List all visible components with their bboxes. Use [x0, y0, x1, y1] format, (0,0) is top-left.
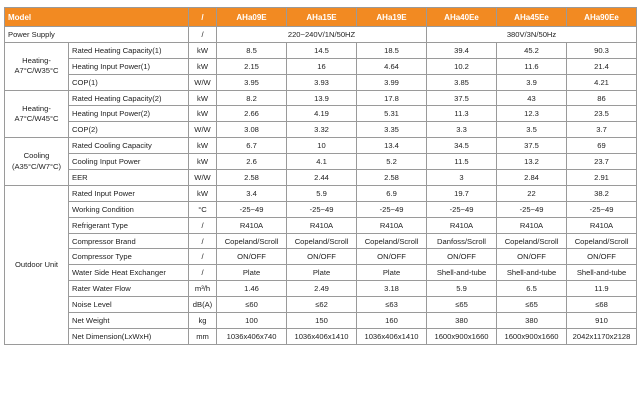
value-cell: Plate [357, 265, 427, 281]
value-cell: 1.46 [217, 281, 287, 297]
value-cell: -25~49 [427, 201, 497, 217]
parameter-unit: / [189, 249, 217, 265]
value-cell: R410A [497, 217, 567, 233]
parameter-unit: kW [189, 90, 217, 106]
value-cell: 1036x406x1410 [287, 328, 357, 344]
table-row [5, 42, 637, 58]
value-cell: 16 [287, 58, 357, 74]
table-row [5, 217, 637, 233]
table-row [5, 313, 637, 329]
value-cell: 6.9 [357, 185, 427, 201]
value-cell: 17.8 [357, 90, 427, 106]
parameter-unit: kg [189, 313, 217, 329]
table-row [5, 170, 637, 186]
parameter-name: Working Condition [69, 201, 189, 217]
value-cell: Plate [287, 265, 357, 281]
value-cell: Copeland/Scroll [497, 233, 567, 249]
value-cell: 3.08 [217, 122, 287, 138]
parameter-unit: kW [189, 42, 217, 58]
value-cell: 5.9 [427, 281, 497, 297]
value-cell: 2.66 [217, 106, 287, 122]
value-cell: 1600x900x1660 [497, 328, 567, 344]
value-cell: 43 [497, 90, 567, 106]
value-cell: 380 [427, 313, 497, 329]
parameter-name: Heating Input Power(1) [69, 58, 189, 74]
value-cell: 160 [357, 313, 427, 329]
parameter-name: Water Side Heat Exchanger [69, 265, 189, 281]
table-row [5, 233, 637, 249]
value-cell: ON/OFF [357, 249, 427, 265]
value-cell: -25~49 [287, 201, 357, 217]
model-name-header: AHa09E [217, 8, 287, 27]
parameter-unit: m³/h [189, 281, 217, 297]
value-cell: Shell-and-tube [497, 265, 567, 281]
parameter-name: Rater Water Flow [69, 281, 189, 297]
parameter-unit: kW [189, 185, 217, 201]
power-supply-row [5, 27, 637, 43]
table-row [5, 122, 637, 138]
value-cell: 2042x1170x2128 [567, 328, 637, 344]
value-cell: 11.9 [567, 281, 637, 297]
table-row [5, 74, 637, 90]
parameter-name: Rated Heating Capacity(1) [69, 42, 189, 58]
value-cell: Copeland/Scroll [567, 233, 637, 249]
value-cell: 11.5 [427, 154, 497, 170]
value-cell: 86 [567, 90, 637, 106]
parameter-unit: / [189, 265, 217, 281]
value-cell: R410A [567, 217, 637, 233]
table-row [5, 154, 637, 170]
value-cell: 3.7 [567, 122, 637, 138]
value-cell: 10 [287, 138, 357, 154]
table-row [5, 297, 637, 313]
value-cell: 69 [567, 138, 637, 154]
value-cell: ≤68 [567, 297, 637, 313]
value-cell: 100 [217, 313, 287, 329]
value-cell: 3.18 [357, 281, 427, 297]
value-cell: 4.21 [567, 74, 637, 90]
parameter-name: Refrigerant Type [69, 217, 189, 233]
parameter-unit: kW [189, 138, 217, 154]
value-cell: 6.7 [217, 138, 287, 154]
value-cell: 3.35 [357, 122, 427, 138]
value-cell: 45.2 [497, 42, 567, 58]
value-cell: 18.5 [357, 42, 427, 58]
value-cell: Danfoss/Scroll [427, 233, 497, 249]
parameter-unit: °C [189, 201, 217, 217]
model-name-header: AHa40Ee [427, 8, 497, 27]
value-cell: 13.4 [357, 138, 427, 154]
value-cell: 2.58 [217, 170, 287, 186]
table-row [5, 281, 637, 297]
value-cell: 1036x406x740 [217, 328, 287, 344]
value-cell: 2.58 [357, 170, 427, 186]
value-cell: 2.91 [567, 170, 637, 186]
value-cell: 39.4 [427, 42, 497, 58]
value-cell: Plate [217, 265, 287, 281]
value-cell: 22 [497, 185, 567, 201]
power-supply-label: Power Supply [5, 27, 189, 43]
value-cell: 23.7 [567, 154, 637, 170]
parameter-unit: / [189, 233, 217, 249]
value-cell: 5.2 [357, 154, 427, 170]
parameter-unit: W/W [189, 74, 217, 90]
value-cell: 37.5 [427, 90, 497, 106]
parameter-name: Rated Input Power [69, 185, 189, 201]
value-cell: ≤62 [287, 297, 357, 313]
value-cell: Copeland/Scroll [287, 233, 357, 249]
value-cell: 34.5 [427, 138, 497, 154]
value-cell: Copeland/Scroll [357, 233, 427, 249]
parameter-unit: kW [189, 58, 217, 74]
value-cell: 90.3 [567, 42, 637, 58]
value-cell: -25~49 [497, 201, 567, 217]
value-cell: ≤60 [217, 297, 287, 313]
parameter-name: COP(1) [69, 74, 189, 90]
value-cell: R410A [287, 217, 357, 233]
table-row [5, 328, 637, 344]
value-cell: 37.5 [497, 138, 567, 154]
value-cell: 13.9 [287, 90, 357, 106]
value-cell: ON/OFF [287, 249, 357, 265]
value-cell: 5.9 [287, 185, 357, 201]
value-cell: 3.93 [287, 74, 357, 90]
parameter-name: Heating Input Power(2) [69, 106, 189, 122]
table-row [5, 58, 637, 74]
value-cell: 5.31 [357, 106, 427, 122]
power-supply-single-phase: 220~240V/1N/50HZ [217, 27, 427, 43]
value-cell: 3.3 [427, 122, 497, 138]
value-cell: Shell-and-tube [427, 265, 497, 281]
table-row [5, 249, 637, 265]
parameter-unit: mm [189, 328, 217, 344]
table-row [5, 201, 637, 217]
value-cell: 3.85 [427, 74, 497, 90]
table-row [5, 185, 637, 201]
value-cell: 21.4 [567, 58, 637, 74]
table-row [5, 265, 637, 281]
parameter-unit: kW [189, 106, 217, 122]
table-row [5, 90, 637, 106]
parameter-name: Noise Level [69, 297, 189, 313]
section-group-label: Heating-A7°C/W35°C [5, 42, 69, 90]
value-cell: 4.19 [287, 106, 357, 122]
value-cell: 2.49 [287, 281, 357, 297]
value-cell: ≤65 [427, 297, 497, 313]
value-cell: -25~49 [217, 201, 287, 217]
value-cell: 3.4 [217, 185, 287, 201]
value-cell: 2.15 [217, 58, 287, 74]
value-cell: Copeland/Scroll [217, 233, 287, 249]
parameter-name: Cooling Input Power [69, 154, 189, 170]
value-cell: 3.5 [497, 122, 567, 138]
spec-body [5, 27, 637, 345]
value-cell: 13.2 [497, 154, 567, 170]
value-cell: R410A [217, 217, 287, 233]
value-cell: -25~49 [567, 201, 637, 217]
value-cell: Shell-and-tube [567, 265, 637, 281]
model-name-header: AHa90Ee [567, 8, 637, 27]
header-row [5, 8, 637, 27]
value-cell: 380 [497, 313, 567, 329]
value-cell: 11.3 [427, 106, 497, 122]
parameter-unit: kW [189, 154, 217, 170]
table-row [5, 106, 637, 122]
parameter-name: Compressor Type [69, 249, 189, 265]
parameter-unit: W/W [189, 122, 217, 138]
value-cell: 2.6 [217, 154, 287, 170]
section-group-label: Cooling (A35°C/W7°C) [5, 138, 69, 186]
value-cell: 3.9 [497, 74, 567, 90]
value-cell: 910 [567, 313, 637, 329]
parameter-name: Net Dimension(LxWxH) [69, 328, 189, 344]
parameter-name: Rated Heating Capacity(2) [69, 90, 189, 106]
value-cell: 8.2 [217, 90, 287, 106]
value-cell: ON/OFF [497, 249, 567, 265]
value-cell: 3 [427, 170, 497, 186]
value-cell: ≤65 [497, 297, 567, 313]
value-cell: 3.99 [357, 74, 427, 90]
section-group-label: Heating-A7°C/W45°C [5, 90, 69, 138]
value-cell: 4.1 [287, 154, 357, 170]
value-cell: 2.84 [497, 170, 567, 186]
value-cell: ON/OFF [427, 249, 497, 265]
value-cell: 19.7 [427, 185, 497, 201]
value-cell: ON/OFF [217, 249, 287, 265]
spec-table [4, 7, 637, 345]
value-cell: 8.5 [217, 42, 287, 58]
value-cell: 6.5 [497, 281, 567, 297]
value-cell: R410A [357, 217, 427, 233]
section-group-label: Outdoor Unit [5, 185, 69, 344]
parameter-name: Compressor Brand [69, 233, 189, 249]
model-name-header: AHa19E [357, 8, 427, 27]
table-row [5, 138, 637, 154]
value-cell: 3.95 [217, 74, 287, 90]
value-cell: 38.2 [567, 185, 637, 201]
power-supply-three-phase: 380V/3N/50Hz [427, 27, 637, 43]
value-cell: 150 [287, 313, 357, 329]
parameter-name: Rated Cooling Capacity [69, 138, 189, 154]
value-cell: 3.32 [287, 122, 357, 138]
model-header: Model [5, 8, 189, 27]
parameter-unit: dB(A) [189, 297, 217, 313]
parameter-name: Net Weight [69, 313, 189, 329]
model-name-header: AHa45Ee [497, 8, 567, 27]
parameter-name: EER [69, 170, 189, 186]
power-supply-unit: / [189, 27, 217, 43]
model-name-header: AHa15E [287, 8, 357, 27]
value-cell: 4.64 [357, 58, 427, 74]
value-cell: 2.44 [287, 170, 357, 186]
value-cell: ON/OFF [567, 249, 637, 265]
unit-header: / [189, 8, 217, 27]
value-cell: 12.3 [497, 106, 567, 122]
value-cell: 10.2 [427, 58, 497, 74]
parameter-name: COP(2) [69, 122, 189, 138]
value-cell: R410A [427, 217, 497, 233]
value-cell: 11.6 [497, 58, 567, 74]
value-cell: 1600x900x1660 [427, 328, 497, 344]
parameter-unit: / [189, 217, 217, 233]
value-cell: -25~49 [357, 201, 427, 217]
value-cell: ≤63 [357, 297, 427, 313]
parameter-unit: W/W [189, 170, 217, 186]
value-cell: 1036x406x1410 [357, 328, 427, 344]
value-cell: 23.5 [567, 106, 637, 122]
value-cell: 14.5 [287, 42, 357, 58]
